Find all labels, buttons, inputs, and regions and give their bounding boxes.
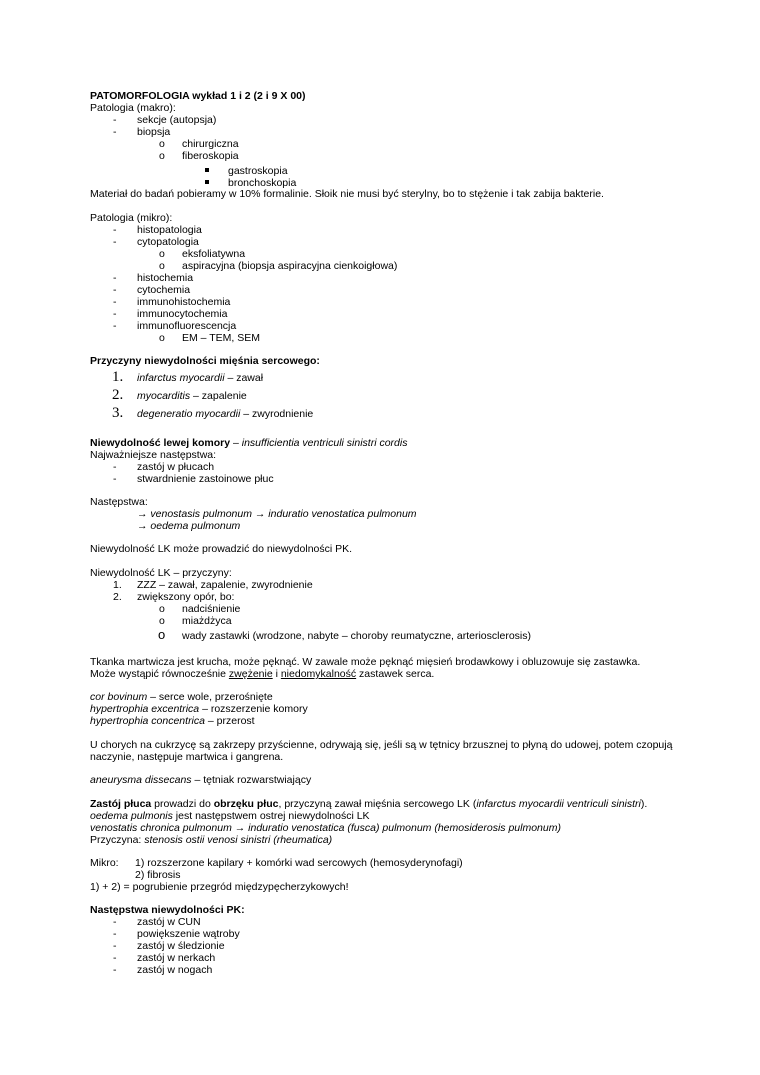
number-marker: 1. [113,579,122,591]
makro-heading: Patologia (makro): [90,102,176,114]
paragraph: 1) rozszerzone kapilary + komórki wad sercowych (hemosyderynofagi) [135,857,463,869]
paragraph: Materiał do badań pobieramy w 10% formalinie. Słoik nie musi być sterylny, bo to stężenie i tak zabija bakterie. [90,188,604,200]
number-marker: 3. [112,405,124,421]
paragraph: Niewydolność LK może prowadzić do niewydolności PK. [90,543,353,555]
number-marker: 1. [112,369,124,385]
list-item: gastroskopia [228,165,288,177]
list-item: cytochemia [137,284,191,296]
mikro-label: Mikro: [90,857,119,869]
paragraph: hypertrophia concentrica – przerost [90,715,255,727]
dash-marker: - [113,114,117,126]
dash-marker: - [113,224,117,236]
list-item: stwardnienie zastoinowe płuc [137,473,274,485]
list-item: nadciśnienie [182,603,241,615]
number-marker: 2. [112,387,124,403]
dash-marker: - [113,236,117,248]
circle-marker: o [158,627,166,642]
section-heading: Przyczyny niewydolności mięśnia sercowego: [90,355,320,367]
paragraph: Niewydolność LK – przyczyny: [90,567,232,579]
list-item: zastój w nogach [137,964,213,976]
paragraph: 1) + 2) = pogrubienie przegród międzypęcherzykowych! [90,881,349,893]
dash-marker: - [113,940,117,952]
list-item: histopatologia [137,224,202,236]
square-bullet-icon [205,168,209,172]
circle-marker: o [159,248,165,260]
dash-marker: - [113,284,117,296]
dash-marker: - [113,461,117,473]
paragraph: → oedema pulmonum [137,520,241,532]
list-item: histochemia [137,272,194,284]
paragraph: → venostasis pulmonum → induratio venostatica pulmonum [137,508,417,520]
number-marker: 2. [113,591,122,603]
circle-marker: o [159,138,165,150]
list-item: zastój w CUN [137,916,201,928]
list-item: wady zastawki (wrodzone, nabyte – choroby reumatyczne, arteriosclerosis) [182,630,531,642]
paragraph: Najważniejsze następstwa: [90,449,217,461]
paragraph: cor bovinum – serce wole, przerośnięte [90,691,273,703]
dash-marker: - [113,952,117,964]
paragraph: Przyczyna: stenosis ostii venosi sinistri (rheumatica) [90,834,333,846]
paragraph: Tkanka martwicza jest krucha, może pęknąć. W zawale może pęknąć mięsień brodawkowy i obluzowuje się zastawka. [90,656,641,668]
dash-marker: - [113,272,117,284]
dash-marker: - [113,928,117,940]
list-item: zwiększony opór, bo: [137,591,235,603]
section-heading: Niewydolność lewej komory – insufficientia ventriculi sinistri cordis [90,437,408,449]
list-item: fiberoskopia [182,150,239,162]
list-item: immunohistochemia [137,296,231,308]
list-item: immunocytochemia [137,308,228,320]
paragraph: Zastój płuca prowadzi do obrzęku płuc, przyczyną zawał mięśnia sercowego LK (infarctus myocardii ventriculi sinistri). [90,798,648,810]
paragraph: oedema pulmonis jest następstwem ostrej niewydolności LK [90,810,370,822]
page-title: PATOMORFOLOGIA wykład 1 i 2 (2 i 9 X 00) [90,90,306,102]
dash-marker: - [113,308,117,320]
list-item: eksfoliatywna [182,248,246,260]
paragraph: naczynie, następuje martwica i gangrena. [90,751,284,763]
circle-marker: o [159,332,165,344]
list-item: infarctus myocardii – zawał [137,372,264,384]
circle-marker: o [159,603,165,615]
dash-marker: - [113,296,117,308]
dash-marker: - [113,964,117,976]
list-item: zastój w śledzionie [137,940,225,952]
list-item: powiększenie wątroby [137,928,240,940]
list-item: sekcje (autopsja) [137,114,217,126]
circle-marker: o [159,150,165,162]
list-item: immunofluorescencja [137,320,237,332]
circle-marker: o [159,615,165,627]
square-bullet-icon [205,180,209,184]
paragraph: 2) fibrosis [135,869,181,881]
dash-marker: - [113,473,117,485]
paragraph: aneurysma dissecans – tętniak rozwarstwiający [90,774,312,786]
section-heading: Następstwa niewydolności PK: [90,904,245,916]
list-item: biopsja [137,126,171,138]
dash-marker: - [113,320,117,332]
list-item: cytopatologia [137,236,199,248]
list-item: aspiracyjna (biopsja aspiracyjna cienkoigłowa) [182,260,398,272]
circle-marker: o [159,260,165,272]
paragraph: venostatis chronica pulmonum → induratio venostatica (fusca) pulmonum (hemosiderosis pulmonum) [90,822,561,834]
list-item: zastój w nerkach [137,952,216,964]
paragraph: U chorych na cukrzycę są zakrzepy przyścienne, odrywają się, jeśli są w tętnicy brzusznej to płyną do udowej, potem czopują [90,739,673,751]
list-item: zastój w płucach [137,461,215,473]
dash-marker: - [113,916,117,928]
list-item: miażdżyca [182,615,232,627]
list-item: chirurgiczna [182,138,239,150]
list-item: ZZZ – zawał, zapalenie, zwyrodnienie [137,579,313,591]
list-item: degeneratio myocardii – zwyrodnienie [137,408,314,420]
paragraph: hypertrophia excentrica – rozszerzenie komory [90,703,308,715]
list-item: bronchoskopia [228,177,297,189]
paragraph: Może wystąpić równocześnie zwężenie i niedomykalność zastawek serca. [90,668,435,680]
paragraph: Następstwa: [90,496,148,508]
list-item: EM – TEM, SEM [182,332,260,344]
list-item: myocarditis – zapalenie [137,390,247,402]
mikro-heading: Patologia (mikro): [90,212,173,224]
dash-marker: - [113,126,117,138]
